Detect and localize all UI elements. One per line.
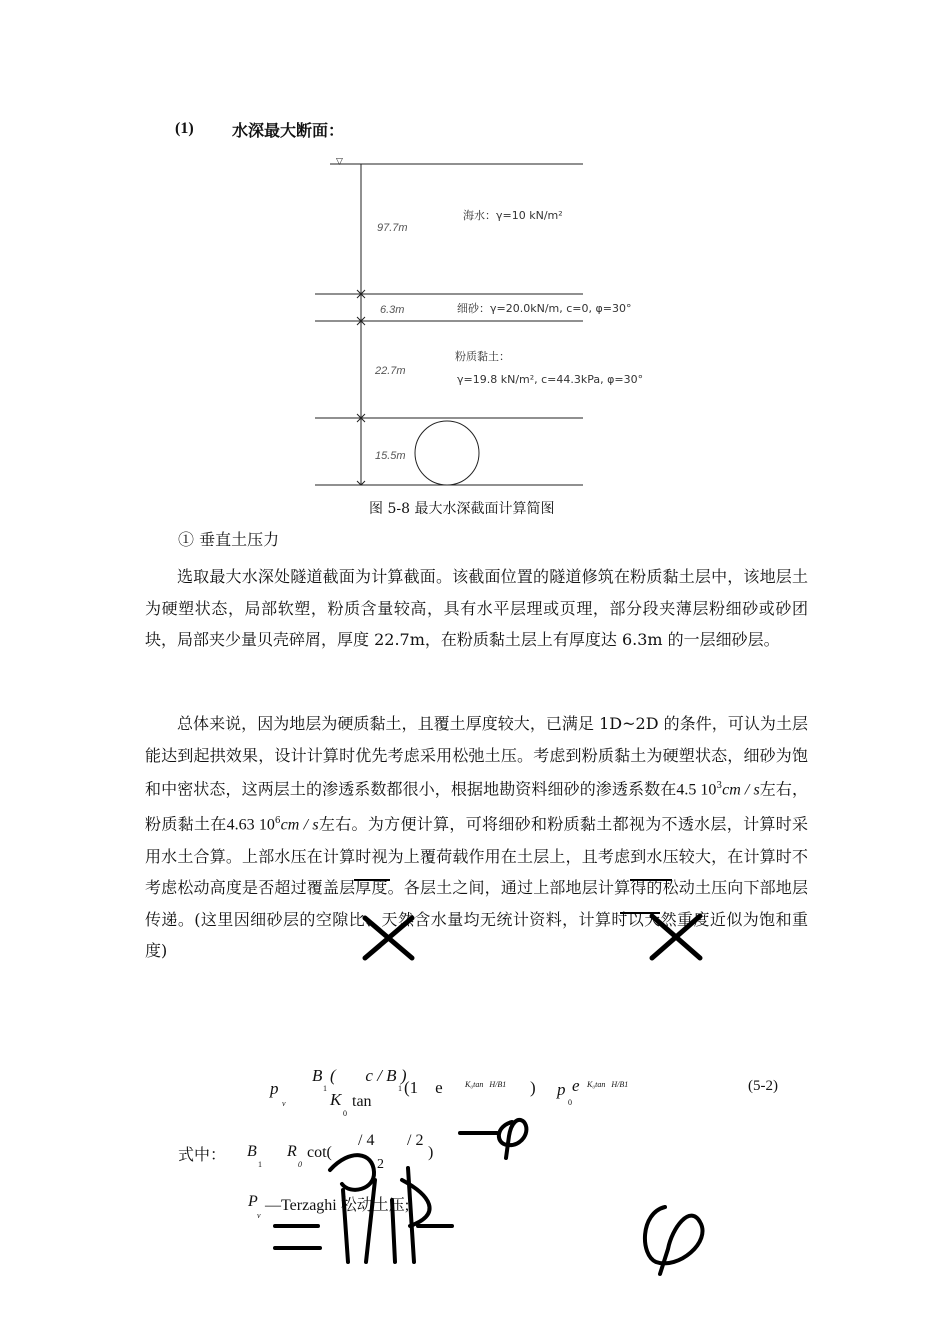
paragraph-2-part-b: 左右，粉质黏土在 <box>145 779 808 834</box>
phi-glyph-1 <box>499 1120 527 1158</box>
depth-label-clay: 22.7m <box>375 365 406 377</box>
formula-e2: e <box>572 1076 580 1095</box>
paragraph-2-part-c: 左右。为方便计算，可将细砂和粉质黏土都视为不透水层，计算时采用水土合算。上部水压在计算时视为上覆荷载作用在土层上，且考虑到水压较大，在计算时不考虑松动高度是否超过覆盖层厚度。各层土之间，通过上部地层计算得的松动土压向下部地层传递。(这里因细砂层的空隙比、天然含水量均无统计资料，计算时以天然重度近似为饱和重度) <box>145 814 809 961</box>
layer-note-seawater: 海水：γ=10 kN/m² <box>463 209 563 222</box>
pi-scribble <box>330 1155 374 1190</box>
formula-close: ) <box>530 1078 536 1097</box>
phi-glyph-2 <box>645 1207 703 1274</box>
permeability-sand: 4.5 10 <box>676 781 717 799</box>
depth-label-water: 97.7m <box>377 222 408 234</box>
formula-num-sub2: 1 <box>398 1084 402 1093</box>
formula-p0: p <box>557 1080 566 1099</box>
permeability-clay-exp: 6 <box>274 815 281 826</box>
formula-den-sub: 0 <box>343 1109 347 1118</box>
where-frac-2: / 2 <box>407 1132 424 1149</box>
where-frac-1: / 4 <box>358 1132 375 1149</box>
tunnel-circle <box>415 421 479 485</box>
formula-factor: (1 e <box>404 1078 443 1097</box>
where-label: 式中： <box>178 1145 227 1164</box>
where-b1: B <box>247 1143 257 1160</box>
water-level-symbol: ▽ <box>336 157 343 167</box>
where-cot: cot( <box>307 1144 332 1161</box>
where-r0-sub: 0 <box>298 1160 302 1169</box>
depth-label-tunnel: 15.5m <box>375 450 406 462</box>
layer-note-clay: γ=19.8 kN/m², c=44.3kPa, φ=30° <box>457 373 644 386</box>
paragraph-2 <box>145 708 808 967</box>
formula-lhs-sub: v <box>282 1099 286 1108</box>
permeability-sand-exp: 3 <box>716 781 723 791</box>
where-pv-description: —Terzaghi 松动土压; <box>265 1197 410 1214</box>
formula-p0-sub: 0 <box>568 1098 572 1107</box>
formula-num-sub: 1 <box>323 1084 327 1093</box>
section-diagram <box>330 152 644 497</box>
formula-lhs: p <box>270 1079 279 1098</box>
layer-note-clay-title: 粉质黏土： <box>455 350 510 363</box>
depth-label-sand: 6.3m <box>380 304 405 316</box>
permeability-unit-2: cm / s <box>280 816 319 834</box>
permeability-unit-1: cm / s <box>722 781 760 799</box>
where-pv-sub: v <box>257 1211 261 1220</box>
where-pv: P <box>248 1193 258 1210</box>
figure-caption: 图 5-8 最大水深截面计算简图 <box>369 501 555 517</box>
layer-note-sand: 细砂：γ=20.0kN/m, c=0, φ=30° <box>457 302 632 315</box>
where-close: ) <box>428 1144 434 1161</box>
formula-exp-2: K₀tan H/B1 <box>587 1080 629 1089</box>
section-heading <box>175 118 345 140</box>
heading-number: (1) <box>175 120 194 137</box>
phi-stem <box>408 1168 414 1262</box>
where-b1-sub: 1 <box>258 1160 262 1169</box>
formula-num-paren: ( c / B ) <box>330 1066 407 1085</box>
heading-text: 水深最大断面： <box>232 121 345 140</box>
paragraph-2-part-a: 总体来说，因为地层为硬质黏土，且覆土厚度较大，已满足 1D~2D 的条件，可认为土层能达到起拱效果，设计计算时优先考虑采用松弛土压。考虑到粉质黏土为硬塑状态，细砂为饱和中密状态，这两层土的渗透系数都很小，根据地勘资料细砂的渗透系数在 <box>145 714 808 799</box>
subheading: ① 垂直土压力 <box>178 530 280 549</box>
formula-exp-1: K₀tan H/B1 <box>465 1080 507 1089</box>
equation-number: (5-2) <box>748 1078 778 1094</box>
formula-den-tan: tan <box>352 1093 372 1110</box>
formula-num-b: B <box>312 1066 323 1085</box>
formula-den-k: K <box>330 1090 342 1109</box>
paragraph-1: 选取最大水深处隧道截面为计算截面。该截面位置的隧道修筑在粉质黏土层中，该地层土为硬塑状态，局部软塑，粉质含量较高，具有水平层理或页理，部分段夹薄层粉细砂或砂团块，局部夹少量贝壳碎屑，厚度 22.7m，在粉质黏土层上有厚度达 6.3m 的一层细砂层。 <box>145 567 808 649</box>
where-r0: R <box>287 1143 297 1160</box>
permeability-clay: 4.63 10 <box>226 816 275 834</box>
where-den-2: 2 <box>377 1157 384 1172</box>
